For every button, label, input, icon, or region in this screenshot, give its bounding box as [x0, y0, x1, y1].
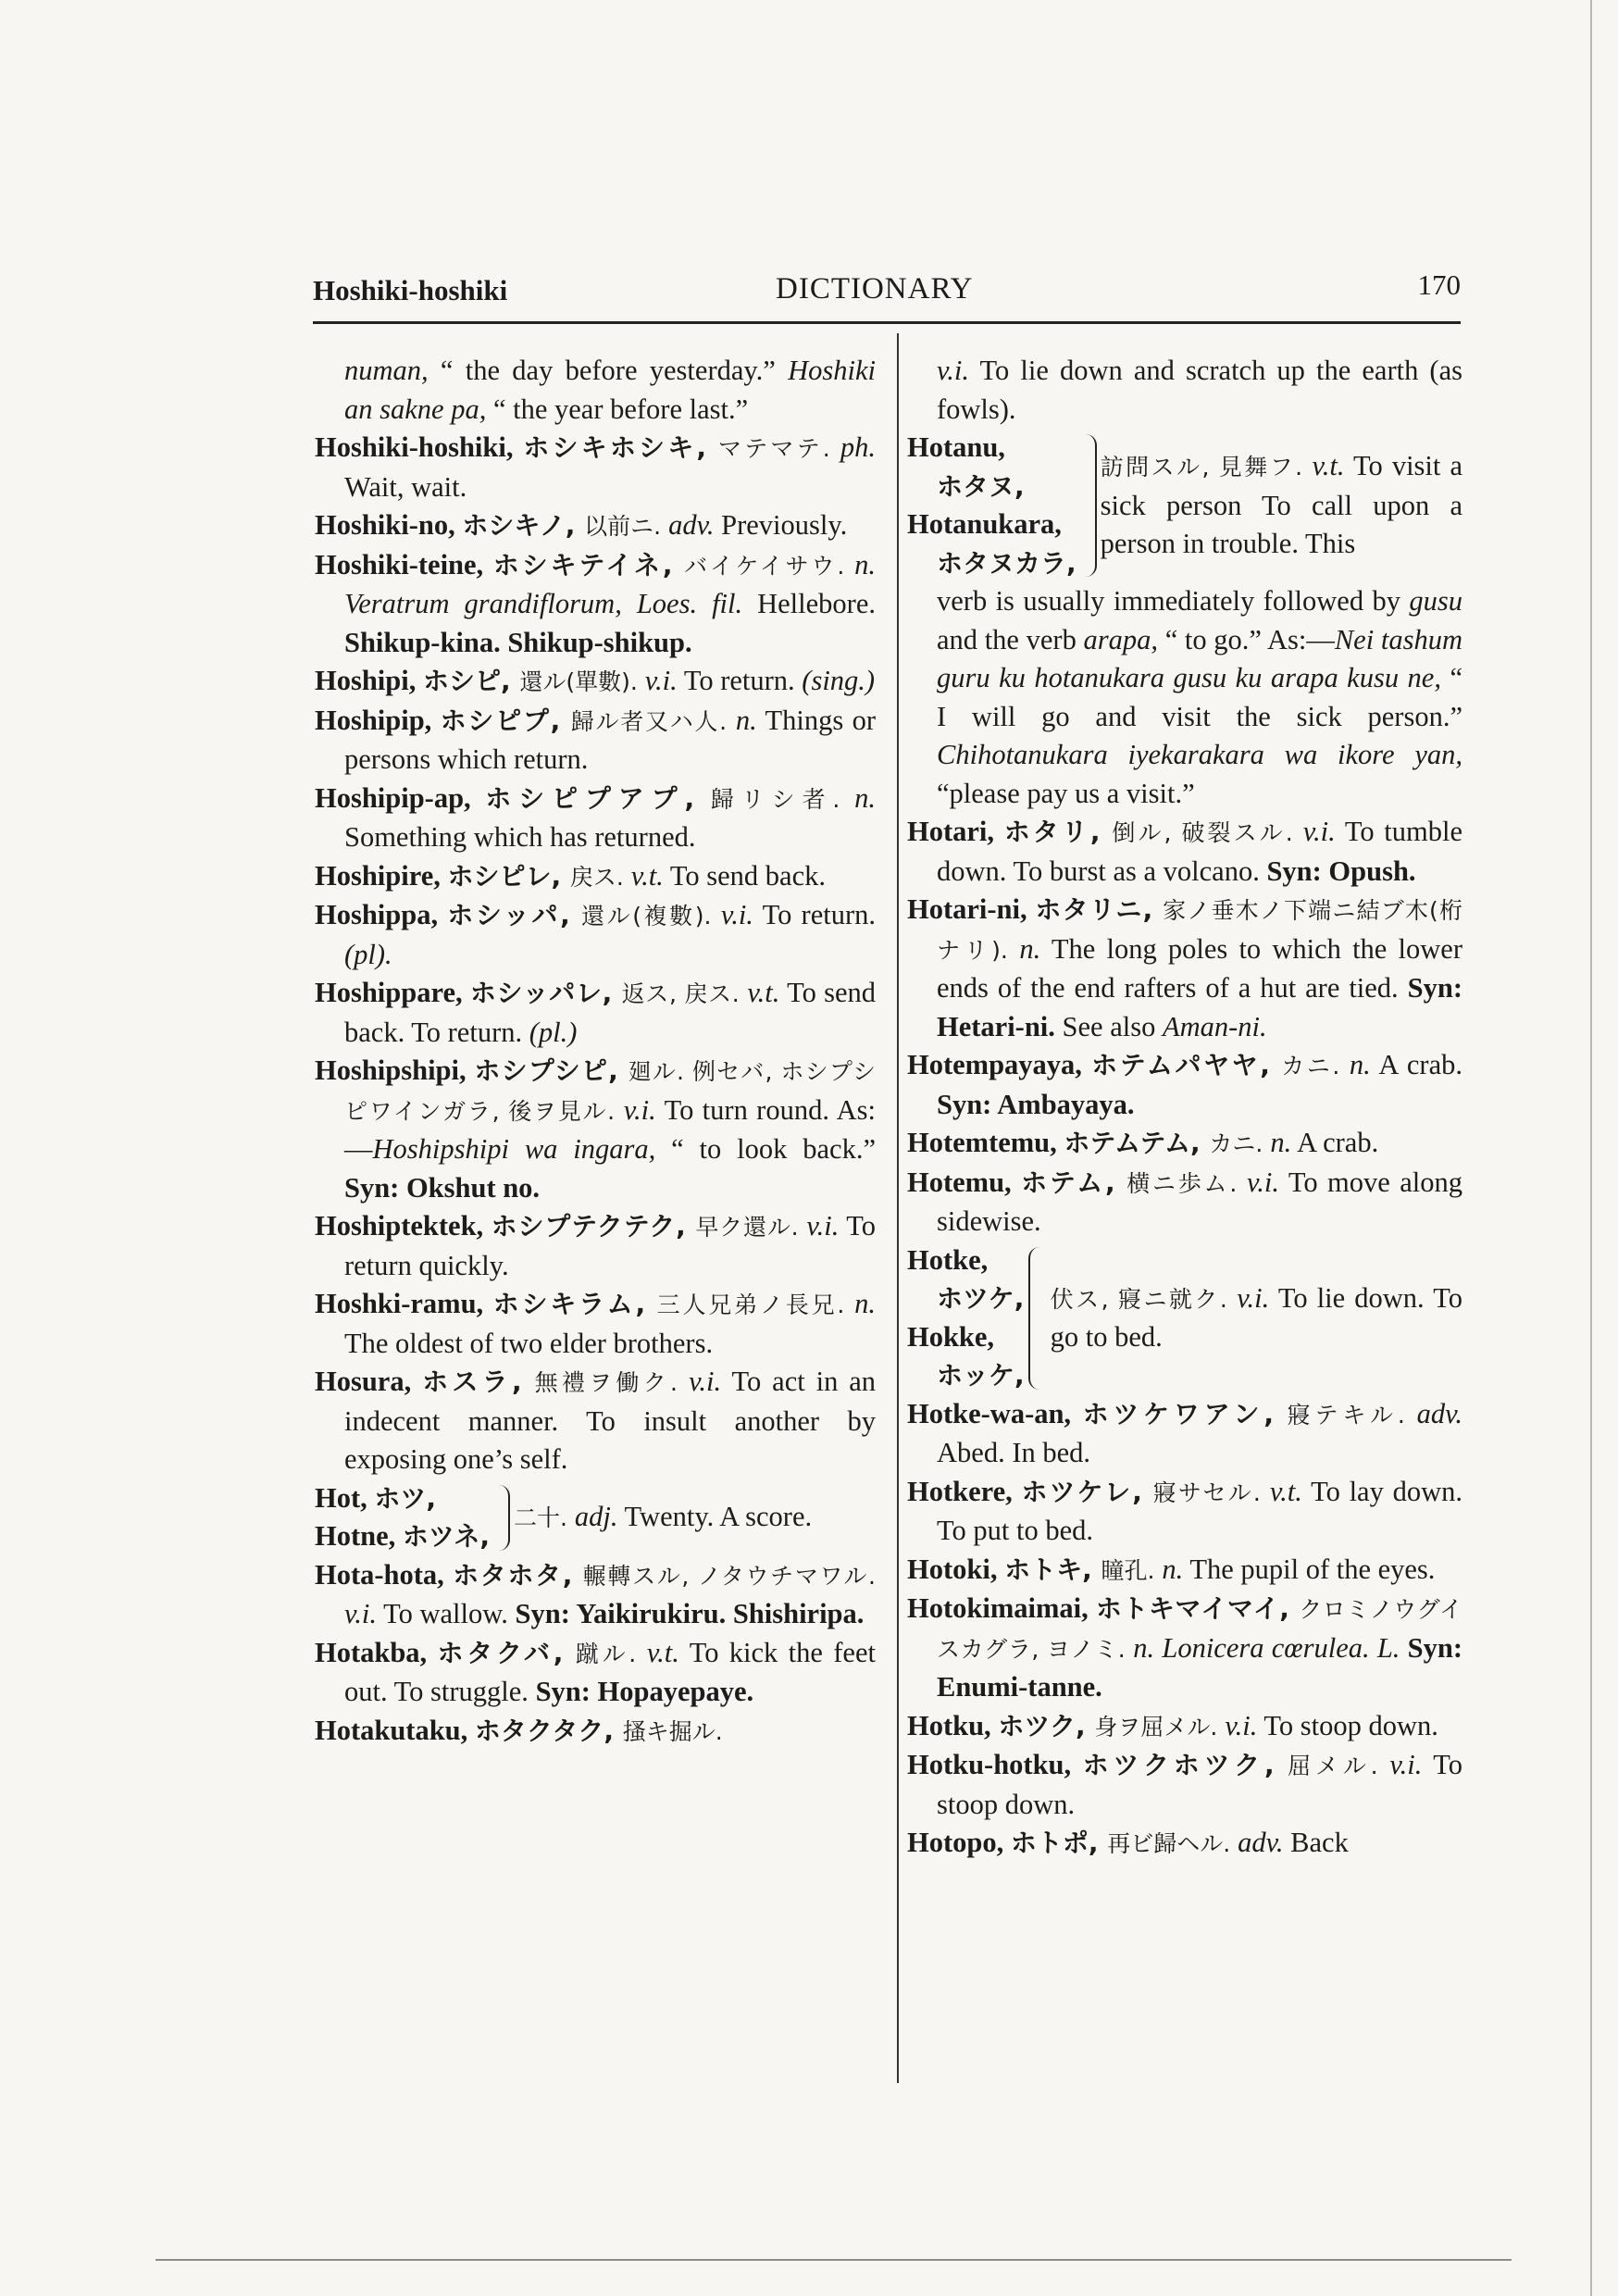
italic-text: Hoshiki an sakne pa,: [344, 355, 876, 425]
katakana: ホシピレ,: [447, 860, 570, 892]
brace: [1028, 1247, 1043, 1390]
dictionary-entry: [907, 1551, 1462, 1591]
headword: Hoshiki-no,: [315, 509, 463, 541]
katakana: ホシキノ,: [462, 510, 585, 541]
dictionary-entry: [315, 702, 876, 780]
japanese-gloss: 還ル(單數).: [519, 668, 645, 695]
text: The pupil of the eyes.: [1183, 1553, 1436, 1585]
dictionary-entry: [315, 857, 876, 897]
japanese-gloss: 再ビ歸ヘル.: [1107, 1830, 1238, 1857]
right-column: [907, 352, 1462, 1864]
headword: Hoshiptektek,: [315, 1210, 492, 1242]
text: A crab.: [1291, 1127, 1379, 1158]
katakana: ホツネ,: [402, 1521, 490, 1552]
katakana: ホタヌ,: [937, 470, 1025, 502]
dictionary-entry: [315, 1285, 876, 1363]
text: and the verb: [937, 623, 1084, 655]
italic-text: (pl).: [344, 938, 392, 970]
headword: Hotemu,: [907, 1166, 1022, 1198]
text: “ the year before last.”: [486, 393, 749, 425]
dictionary-entry: [315, 429, 876, 506]
italic-text: v.t.: [1269, 1475, 1302, 1507]
katakana: ホツケレ,: [1021, 1476, 1153, 1507]
right-entries-mid: [907, 813, 1462, 1242]
italic-text: ph.: [840, 431, 876, 463]
dictionary-entry: [907, 1395, 1462, 1473]
dictionary-entry: [315, 1052, 876, 1207]
italic-text: adj.: [574, 1500, 618, 1532]
dictionary-entry: [315, 1556, 876, 1634]
japanese-gloss: 搔キ掘ル.: [622, 1717, 723, 1745]
italic-text: gusu: [1409, 585, 1462, 617]
japanese-gloss: 横ニ歩ム.: [1126, 1169, 1248, 1197]
dictionary-entry: [907, 1164, 1462, 1242]
japanese-gloss: 早ク還ル.: [695, 1214, 807, 1241]
text: To send back. To return.: [344, 977, 877, 1048]
japanese-gloss: 訪問スル, 見舞フ.: [1100, 454, 1313, 481]
italic-text: v.i.: [1302, 816, 1336, 847]
italic-text: Aman-ni.: [1162, 1010, 1267, 1042]
headword: Hotkere,: [907, 1475, 1022, 1507]
katakana: ホトキ,: [1004, 1554, 1101, 1585]
dictionary-entry: [907, 1707, 1462, 1747]
italic-text: n.: [1162, 1553, 1184, 1585]
italic-text: v.i.: [344, 1598, 377, 1629]
dictionary-entry: [907, 1124, 1462, 1164]
synonym: Syn: Okshut no.: [344, 1171, 541, 1204]
headword: Hotari,: [907, 816, 1004, 847]
headword: Hosura,: [315, 1366, 423, 1397]
katakana: ホシッパレ,: [469, 978, 622, 1008]
text: “please pay us a visit.”: [937, 777, 1195, 809]
italic-text: v.i.: [806, 1210, 840, 1242]
header-title: DICTIONARY: [776, 272, 974, 306]
japanese-gloss: 瞳孔.: [1101, 1556, 1163, 1584]
header-guide-word: Hoshiki-hoshiki: [313, 274, 508, 306]
synonym: Syn: Opush.: [1266, 855, 1416, 887]
italic-text: adv.: [668, 509, 715, 541]
text: Wait, wait.: [344, 470, 467, 503]
italic-text: adv.: [1238, 1827, 1284, 1858]
katakana: ホシキテイネ,: [492, 549, 685, 580]
headword: Hoshipshipi,: [315, 1054, 475, 1086]
left-entries-after: [315, 1556, 876, 1752]
dictionary-entry: [315, 780, 876, 857]
dictionary-entry: [907, 813, 1462, 891]
italic-text: n.: [1270, 1127, 1292, 1158]
katakana: ホトキマイマイ,: [1095, 1593, 1300, 1624]
italic-text: (pl.): [529, 1016, 578, 1048]
synonym: Syn: Yaikirukiru. Shishiripa.: [515, 1598, 865, 1629]
dictionary-entry: [907, 1746, 1462, 1824]
text: Twenty. A score.: [617, 1500, 813, 1532]
italic-text: n.: [1019, 932, 1041, 965]
italic-text: n.: [1349, 1049, 1371, 1080]
italic-text: v.i.: [1389, 1749, 1423, 1780]
synonym: Syn: Ambayaya.: [937, 1088, 1135, 1120]
headword: Hoshipire,: [315, 859, 448, 892]
headword: Hotku-hotku,: [907, 1749, 1083, 1780]
katakana: ホテム,: [1021, 1167, 1127, 1198]
dictionary-entry: [315, 662, 876, 702]
group-definition: [1101, 447, 1462, 564]
katakana: ホツク,: [998, 1710, 1095, 1741]
katakana: ホスラ,: [422, 1366, 535, 1397]
headword: Hotakutaku,: [315, 1714, 475, 1746]
italic-text: v.i.: [1237, 1281, 1270, 1314]
italic-text: (sing.): [802, 665, 876, 696]
katakana: ホツクホツク,: [1082, 1750, 1288, 1780]
text: Something which has returned.: [344, 821, 696, 853]
text: verb is usually immediately followed by: [937, 585, 1410, 617]
katakana: ホツケワアン,: [1082, 1398, 1288, 1429]
text: To lay down. To put to bed.: [937, 1475, 1463, 1546]
right-entries-before: [907, 352, 1462, 429]
katakana: ホシプシピ,: [474, 1055, 629, 1086]
group-headwords: [907, 429, 1077, 582]
headword: Hot,: [315, 1481, 375, 1514]
headword: Hota-hota,: [315, 1558, 454, 1591]
group-headword: [907, 468, 1077, 506]
bottom-rule: [156, 2259, 1512, 2261]
headword: Hotke-wa-an,: [907, 1397, 1083, 1429]
italic-text: arapa,: [1083, 623, 1159, 655]
italic-text: Hoshipshipi wa ingara,: [372, 1133, 656, 1165]
text: See also: [1054, 1010, 1163, 1042]
italic-text: Nei tashum guru ku hotanukara gusu ku arapa kusu ne,: [937, 623, 1462, 693]
text: Abed. In bed.: [937, 1437, 1091, 1468]
japanese-gloss: 歸リシ者.: [710, 785, 855, 813]
text: [1400, 1632, 1407, 1664]
headword: Hotke,: [907, 1243, 989, 1276]
headword: Hoshipip,: [315, 704, 441, 736]
japanese-gloss: 寢テキル.: [1287, 1401, 1417, 1429]
katakana: ホテムテム,: [1064, 1128, 1210, 1158]
group-headwords: [907, 1242, 1025, 1395]
brace: [495, 1485, 510, 1551]
text: To send back.: [663, 859, 826, 892]
text: To kick the feet out. To struggle.: [344, 1636, 876, 1707]
japanese-gloss: 還ル(複數).: [581, 903, 721, 930]
text: The long poles to which the lower ends of the end rafters of a hut are tied.: [937, 932, 1462, 1004]
group-headword: [907, 429, 1077, 468]
dictionary-entry: [907, 1824, 1462, 1864]
page-number: 170: [1417, 268, 1461, 301]
japanese-gloss: 屈メル.: [1288, 1753, 1390, 1779]
japanese-gloss: 蹴ル.: [575, 1640, 647, 1667]
text: To wallow.: [377, 1598, 516, 1629]
dictionary-entry: [315, 1634, 876, 1712]
page-edge: [1590, 0, 1592, 2296]
entry-group-hotke: [907, 1242, 1462, 1395]
column-divider: [897, 333, 899, 2083]
headword: Hoshipi,: [315, 665, 423, 696]
italic-text: n. Lonicera cœrulea. L.: [1133, 1631, 1400, 1664]
dictionary-entry: [907, 1046, 1462, 1124]
katakana: ホタホタ,: [453, 1559, 583, 1591]
japanese-gloss: 廻ル. 例セバ, ホシプシピワインガラ, 後ヲ見ル.: [344, 1058, 876, 1125]
japanese-gloss: 輾轉スル, ノタウチマワル.: [582, 1562, 877, 1590]
headword: Hoshki-ramu,: [315, 1288, 493, 1319]
italic-text: v.t.: [747, 977, 780, 1008]
text: Hellebore.: [742, 588, 876, 619]
katakana: ホタリ,: [1003, 817, 1113, 847]
text: Back: [1283, 1827, 1349, 1858]
headword: Hokke,: [907, 1320, 995, 1353]
italic-text: v.i.: [1247, 1166, 1280, 1198]
italic-text: v.i.: [689, 1366, 722, 1397]
group-headword: [907, 544, 1077, 583]
dictionary-entry: [907, 1473, 1462, 1551]
japanese-gloss: 伏ス, 寢ニ就ク.: [1050, 1285, 1238, 1313]
headword: Hotku,: [907, 1709, 999, 1741]
dictionary-entry: [315, 506, 876, 546]
text: “ the day before yesterday.”: [428, 355, 789, 386]
japanese-gloss: 倒ル, 破裂スル.: [1112, 819, 1303, 846]
right-entries-after: [907, 1395, 1462, 1864]
headword: Hotne,: [315, 1520, 403, 1552]
katakana: ホタクタク,: [474, 1715, 623, 1746]
headword: Hoshipip-ap,: [315, 781, 486, 814]
italic-text: v.i.: [937, 355, 969, 386]
japanese-gloss: カニ.: [1281, 1053, 1350, 1079]
japanese-gloss: カニ.: [1209, 1130, 1271, 1157]
text: “ I will go and visit the sick person.”: [937, 662, 1462, 732]
text: “ to look back.”: [655, 1133, 876, 1165]
text: To move along sidewise.: [937, 1166, 1462, 1237]
text: The oldest of two elder brothers.: [344, 1327, 714, 1359]
japanese-gloss: 返ス, 戻ス.: [621, 980, 748, 1007]
text: Things or persons which return.: [344, 704, 876, 775]
italic-text: v.i.: [1225, 1709, 1258, 1741]
headword: Hoshiki-teine,: [315, 548, 493, 580]
synonym: Shikup-kina. Shikup-shikup.: [344, 626, 692, 658]
italic-text: v.t.: [646, 1636, 679, 1668]
text: To stoop down.: [937, 1749, 1463, 1820]
text: A crab.: [1370, 1049, 1462, 1080]
headword: Hoshippa,: [315, 899, 448, 930]
katakana: ホシプテクテク,: [491, 1211, 696, 1242]
text: To return.: [677, 665, 803, 696]
headword: Hotopo,: [907, 1827, 1011, 1858]
dictionary-entry: [315, 546, 876, 663]
header-rule: [313, 321, 1461, 324]
japanese-gloss: マテマテ.: [718, 435, 840, 462]
dictionary-entry: [907, 891, 1462, 1046]
headword: Hotakba,: [315, 1636, 438, 1668]
italic-text: numan,: [344, 355, 429, 386]
text: To act in an indecent manner. To insult another by exposing one’s self.: [344, 1366, 877, 1475]
left-column: [315, 352, 876, 1751]
italic-text: Chihotanukara iyekarakara wa ikore yan,: [937, 739, 1462, 770]
group-headword: [907, 505, 1077, 544]
brace: [1082, 434, 1097, 577]
katakana: ホシピプアプ,: [485, 782, 711, 814]
group-definition: [514, 1498, 876, 1538]
katakana: ホトポ,: [1010, 1828, 1108, 1858]
headword: Hotanu,: [907, 431, 1005, 463]
text: To visit a sick person To call upon a person in trouble. This: [1100, 450, 1462, 560]
group-headword: [907, 1356, 1025, 1395]
katakana: ホッケ,: [937, 1360, 1025, 1391]
synonym: Syn: Hopayepaye.: [535, 1676, 754, 1707]
italic-text: n.: [854, 781, 876, 814]
japanese-gloss: クロミノウグイスカグラ, ヨノミ.: [937, 1596, 1462, 1663]
dictionary-entry: [315, 896, 876, 974]
dictionary-entry: [315, 974, 876, 1052]
text: To lie down. To go to bed.: [1050, 1281, 1462, 1353]
japanese-gloss: 身ヲ屈メル.: [1094, 1713, 1226, 1741]
headword: Hotoki,: [907, 1553, 1005, 1585]
dictionary-entry: [315, 1712, 876, 1752]
italic-text: adv.: [1416, 1397, 1462, 1429]
running-header: [313, 268, 1461, 315]
japanese-gloss: 寢サセル.: [1152, 1479, 1270, 1506]
italic-text: n.: [854, 1288, 876, 1319]
dictionary-entry: [315, 1207, 876, 1285]
text: To tumble down. To burst as a volcano.: [937, 816, 1462, 887]
text: Previously.: [714, 509, 848, 541]
entry-group-hotanu: [907, 429, 1462, 582]
entry-group-hot: [315, 1479, 876, 1556]
katakana: ホテムパヤヤ,: [1091, 1050, 1282, 1080]
group-headword: [907, 1242, 1025, 1280]
headword: Hotempayaya,: [907, 1049, 1092, 1080]
japanese-gloss: 無禮ヲ働ク.: [534, 1369, 690, 1396]
headword: Hotemtemu,: [907, 1127, 1064, 1158]
headword: Hotanukara,: [907, 508, 1062, 540]
katakana: ホタヌカラ,: [937, 547, 1077, 579]
text: To turn round. As:—: [344, 1093, 876, 1165]
group-headword: [907, 1318, 1025, 1357]
text: To stoop down.: [1257, 1709, 1438, 1741]
headword: Hoshippare,: [315, 977, 470, 1008]
katakana: ホシピプ,: [440, 705, 571, 736]
italic-text: v.t.: [1312, 450, 1345, 482]
italic-text: v.i.: [720, 899, 753, 930]
katakana: ホシッパ,: [447, 900, 582, 930]
japanese-gloss: 家ノ垂木ノ下端ニ結ブ木(桁ナリ).: [937, 897, 1462, 964]
headword: Hoshiki-hoshiki,: [315, 431, 524, 463]
japanese-gloss: 三人兄弟ノ長兄.: [656, 1292, 855, 1318]
italic-text: v.t.: [630, 859, 664, 892]
katakana: ホツケ,: [937, 1283, 1025, 1314]
synonym: Syn: Enumi-tanne.: [937, 1631, 1462, 1703]
group-headword: [315, 1479, 490, 1518]
text: To lie down and scratch up the earth (as fowls).: [937, 355, 1462, 425]
text: To return.: [753, 899, 876, 930]
italic-text: n.: [735, 704, 757, 736]
italic-text: v.i.: [644, 665, 678, 696]
katakana: ホシキラム,: [492, 1289, 657, 1319]
dictionary-entry: [907, 1590, 1462, 1707]
entry-continuation: [315, 352, 876, 429]
left-entries: [315, 352, 876, 1479]
japanese-gloss: バイケイサウ.: [684, 552, 855, 580]
group-definition: [1051, 1279, 1462, 1357]
japanese-gloss: 二十.: [513, 1504, 575, 1531]
entry-continuation: [907, 352, 1462, 429]
group-headwords: [315, 1479, 490, 1556]
japanese-gloss: 以前ニ.: [584, 513, 669, 540]
text: To return quickly.: [344, 1210, 877, 1281]
entry-continuation: [907, 582, 1462, 813]
japanese-gloss: 歸ル者又ハ人.: [570, 707, 736, 735]
synonym: Syn: Hetari-ni.: [937, 972, 1462, 1042]
katakana: ホツ,: [374, 1482, 437, 1514]
group-headword: [907, 1279, 1025, 1318]
italic-text: v.i.: [623, 1093, 656, 1126]
katakana: ホシピ,: [422, 666, 520, 696]
katakana: ホタリニ,: [1035, 894, 1164, 925]
japanese-gloss: 戻ス.: [569, 863, 631, 891]
headword: Hotokimaimai,: [907, 1592, 1096, 1624]
dictionary-entry: [315, 1363, 876, 1479]
katakana: ホタクバ,: [437, 1637, 576, 1668]
italic-text: n. Veratrum grandiflorum, Loes. fil.: [344, 548, 876, 619]
group-headword: [315, 1517, 490, 1556]
text: “ to go.” As:—: [1158, 623, 1335, 655]
katakana: ホシキホシキ,: [523, 432, 719, 463]
headword: Hotari-ni,: [907, 893, 1036, 925]
